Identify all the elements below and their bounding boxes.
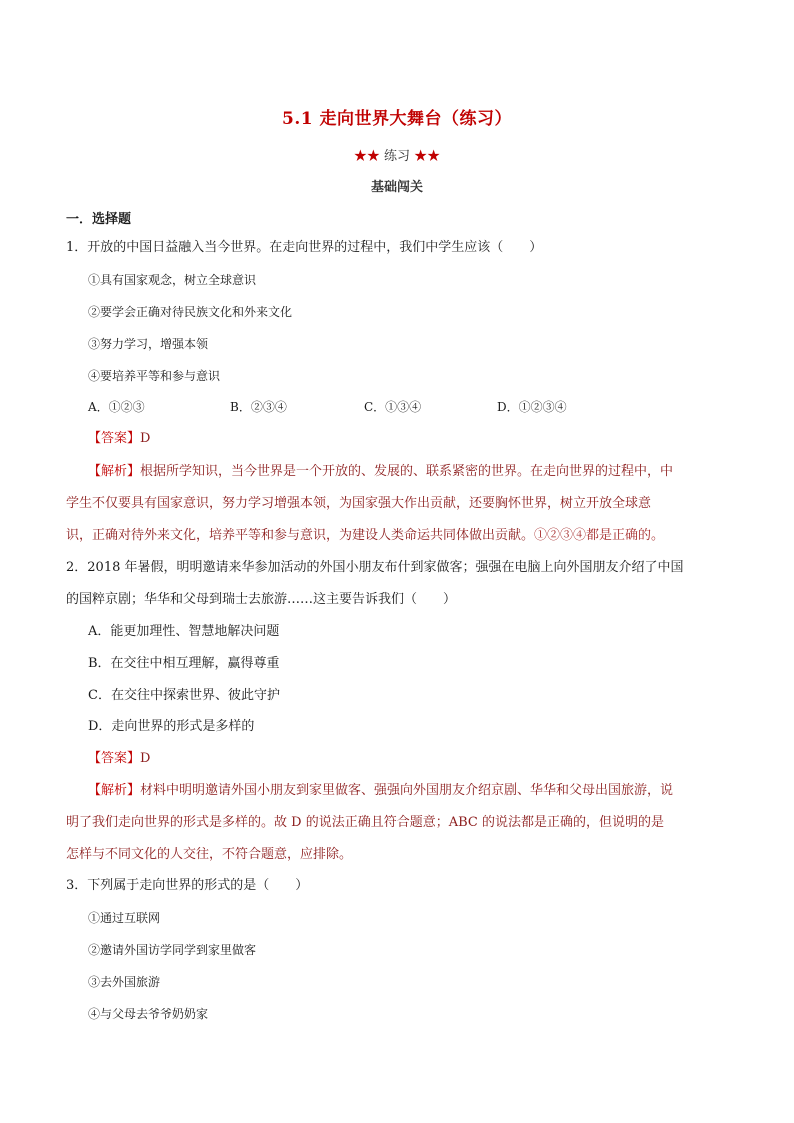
question-1-stem: 1．开放的中国日益融入当今世界。在走向世界的过程中，我们中学生应该（ ） [66, 240, 543, 255]
question-1-item: ④要培养平等和参与意识 [88, 369, 221, 383]
question-3-stem: 3．下列属于走向世界的形式的是（ ） [66, 878, 309, 893]
question-2-explanation-line: 明了我们走向世界的形式是多样的。故 D 的说法正确且符合题意；ABC 的说法都是正确的，但说明的是 [66, 815, 664, 830]
question-1-item: ②要学会正确对待民族文化和外来文化 [88, 305, 293, 319]
question-3-item: ①通过互联网 [88, 911, 161, 925]
section-title: 一．选择题 [66, 212, 132, 227]
explain-conclusion: ①②③④都是正确的。 [534, 528, 665, 543]
explain-tag: 【解析】 [88, 783, 141, 798]
answer-value: D [140, 751, 151, 766]
question-2-explanation-line: 怎样与不同文化的人交往，不符合题意，应排除。 [66, 847, 353, 862]
page-title: 5.1 走向世界大舞台（练习） [282, 109, 512, 129]
question-1-item: ①具有国家观念，树立全球意识 [88, 273, 257, 287]
question-1-explanation-line: 学生不仅要具有国家意识，努力学习增强本领，为国家强大作出贡献，还要胸怀世界，树立开放全球意 [66, 496, 652, 511]
explain-text: 识，正确对待外来文化，培养平等和参与意识，为建设人类命运共同体做出贡献。 [66, 528, 535, 543]
question-2-choice-a: A．能更加理性、智慧地解决问题 [88, 624, 280, 639]
question-3-item: ④与父母去爷爷奶奶家 [88, 1007, 209, 1021]
question-2-choice-c: C．在交往中探索世界、彼此守护 [88, 688, 280, 703]
explain-text: 根据所学知识，当今世界是一个开放的、发展的、联系紧密的世界。在走向世界的过程中，中 [140, 464, 674, 479]
question-2-choice-d: D．走向世界的形式是多样的 [88, 719, 255, 734]
question-3-item: ③去外国旅游 [88, 975, 161, 989]
question-2-explanation [88, 783, 673, 799]
question-1-choice-d: D．①②③④ [497, 400, 567, 414]
answer-tag: 【答案】 [88, 431, 141, 446]
level-heading: 基础闯关 [370, 180, 423, 195]
answer-tag: 【答案】 [88, 751, 141, 766]
question-1-explanation [88, 464, 673, 480]
answer-value: D [140, 431, 151, 446]
question-1-choice-b: B．②③④ [230, 400, 287, 414]
question-2-stem: 的国粹京剧；华华和父母到瑞士去旅游……这主要告诉我们（ ） [66, 592, 457, 607]
explain-text: 材料中明明邀请外国小朋友到家里做客、强强向外国朋友介绍京剧、华华和父母出国旅游，说 [140, 783, 674, 798]
question-2-answer [88, 751, 150, 767]
practice-label: 练习 [383, 149, 410, 164]
question-1-choice-c: C．①③④ [364, 400, 422, 414]
question-1-item: ③努力学习，增强本领 [88, 337, 209, 351]
star-icon-right: ★★ [414, 149, 441, 164]
question-2-choice-b: B．在交往中相互理解，赢得尊重 [88, 656, 280, 671]
question-1-choice-a: A．①②③ [88, 400, 145, 414]
question-3-item: ②邀请外国访学同学到家里做客 [88, 943, 257, 957]
explain-tag: 【解析】 [88, 464, 141, 479]
question-1-explanation-line [66, 528, 664, 544]
star-icon-left: ★★ [353, 149, 380, 164]
question-2-stem: 2．2018 年暑假，明明邀请来华参加活动的外国小朋友布什到家做客；强强在电脑上向外国朋友介绍了中国 [66, 560, 684, 575]
question-1-answer [88, 431, 150, 447]
practice-banner [0, 145, 794, 164]
